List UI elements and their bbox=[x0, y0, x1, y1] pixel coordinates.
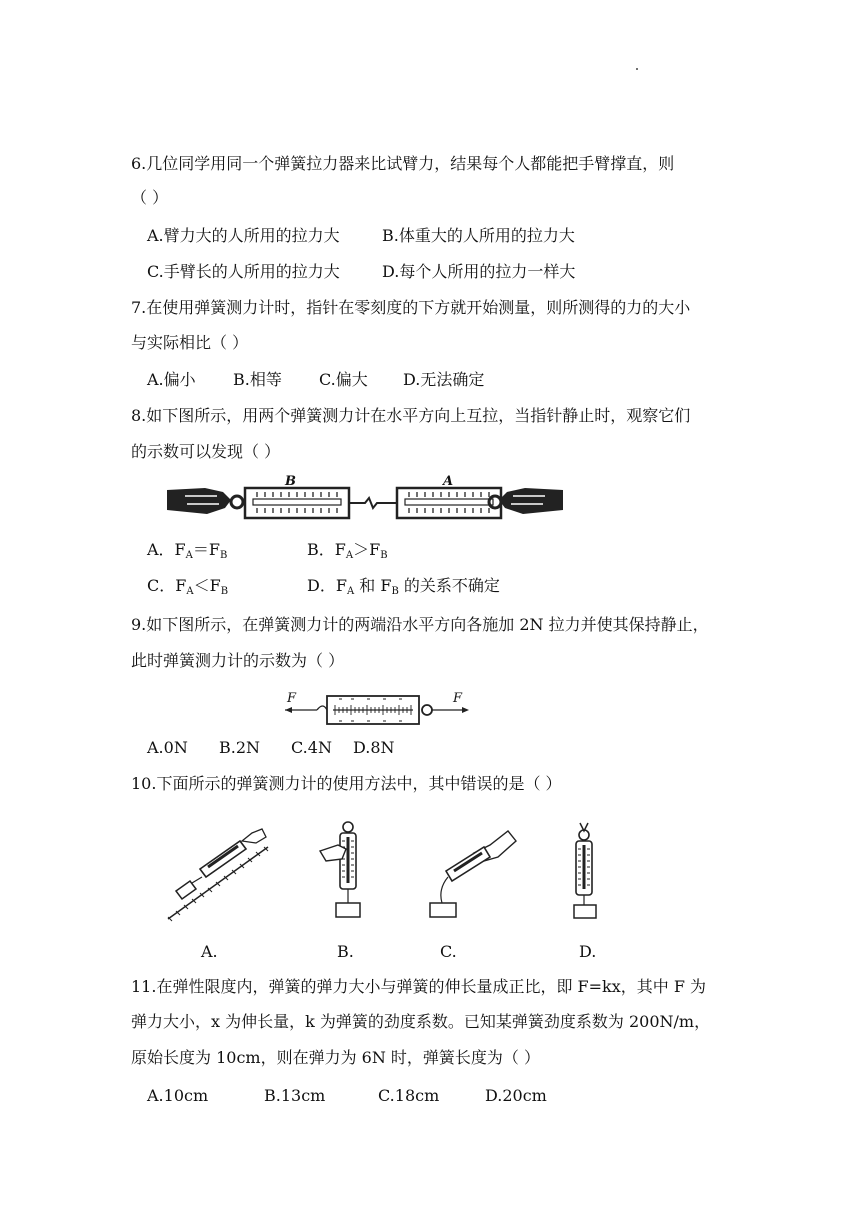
q8-fig-label-a: A bbox=[443, 474, 454, 489]
q9-stem-line2: 此时弹簧测力计的示数为（ ） bbox=[131, 651, 345, 670]
q9-option-d: D.8N bbox=[353, 738, 395, 757]
q11-option-b: B.13cm bbox=[264, 1086, 326, 1105]
q11-stem-line2: 弹力大小，x 为伸长量，k 为弹簧的劲度系数。已知某弹簧劲度系数为 200N/m， bbox=[131, 1012, 711, 1031]
q9-option-c: C.4N bbox=[291, 738, 332, 757]
q10-figure-c-tilted-pull bbox=[428, 827, 520, 921]
q8-stem-line2: 的示数可以发现（ ） bbox=[131, 442, 281, 461]
q7-stem-line2: 与实际相比（ ） bbox=[131, 333, 249, 352]
q6-option-a: A.臂力大的人所用的拉力大 bbox=[147, 226, 340, 245]
page-dot bbox=[636, 68, 638, 70]
q7-option-a: A.偏小 bbox=[147, 370, 196, 389]
q8-option-c: C．$F_A<F_B$ bbox=[147, 576, 229, 597]
q10-label-b: B. bbox=[337, 942, 354, 961]
q10-figure-b-hand-held bbox=[316, 821, 376, 921]
spring-scale-b bbox=[245, 488, 349, 518]
q6-option-c: C.手臂长的人所用的拉力大 bbox=[147, 262, 340, 281]
q8-figure-two-spring-scales bbox=[165, 474, 565, 524]
q6-stem-line2: （ ） bbox=[131, 188, 169, 207]
q8-option-d: D．$F_A$ 和 $F_B$ 的关系不确定 bbox=[307, 576, 500, 597]
q10-stem: 10.下面所示的弹簧测力计的使用方法中，其中错误的是（ ） bbox=[131, 774, 562, 793]
q9-stem-line1: 9.如下图所示，在弹簧测力计的两端沿水平方向各施加 2N 拉力并使其保持静止， bbox=[131, 615, 709, 634]
q8-option-a: A．$F_A=F_B$ bbox=[147, 540, 228, 561]
q9-option-b: B.2N bbox=[219, 738, 261, 757]
q10-figure-d-hanging bbox=[566, 821, 606, 921]
q8-option-b: B．$F_A>F_B$ bbox=[307, 540, 388, 561]
q10-label-a: A. bbox=[201, 942, 218, 961]
q6-option-b: B.体重大的人所用的拉力大 bbox=[382, 226, 575, 245]
q8-fig-label-b: B bbox=[285, 474, 296, 489]
q11-stem-line1: 11.在弹性限度内，弹簧的弹力大小与弹簧的伸长量成正比，即 F=kx，其中 F 为 bbox=[131, 977, 707, 996]
spring-scale-a bbox=[397, 488, 501, 518]
q7-option-c: C.偏大 bbox=[319, 370, 368, 389]
q11-option-a: A.10cm bbox=[147, 1086, 209, 1105]
q7-option-b: B.相等 bbox=[233, 370, 282, 389]
q11-option-c: C.18cm bbox=[378, 1086, 440, 1105]
q8-stem-line1: 8.如下图所示，用两个弹簧测力计在水平方向上互拉，当指针静止时，观察它们 bbox=[131, 406, 691, 425]
q9-fig-label-f-left: F bbox=[287, 691, 297, 706]
q9-figure-spring-scale bbox=[283, 688, 473, 728]
q11-stem-line3: 原始长度为 10cm，则在弹力为 6N 时，弹簧长度为（ ） bbox=[131, 1048, 541, 1067]
q7-option-d: D.无法确定 bbox=[403, 370, 485, 389]
q10-label-d: D. bbox=[579, 942, 597, 961]
right-hand-icon bbox=[499, 488, 563, 514]
q10-figure-a-incline bbox=[166, 825, 276, 921]
q11-option-d: D.20cm bbox=[485, 1086, 547, 1105]
q9-fig-label-f-right: F bbox=[453, 691, 463, 706]
q6-option-d: D.每个人所用的拉力一样大 bbox=[382, 262, 576, 281]
q6-stem-line1: 6.几位同学用同一个弹簧拉力器来比试臂力，结果每个人都能把手臂撑直，则 bbox=[131, 154, 675, 173]
q9-option-a: A.0N bbox=[147, 738, 188, 757]
q7-stem-line1: 7.在使用弹簧测力计时，指针在零刻度的下方就开始测量，则所测得的力的大小 bbox=[131, 298, 691, 317]
q10-label-c: C. bbox=[440, 942, 457, 961]
left-hand-icon bbox=[167, 488, 231, 514]
